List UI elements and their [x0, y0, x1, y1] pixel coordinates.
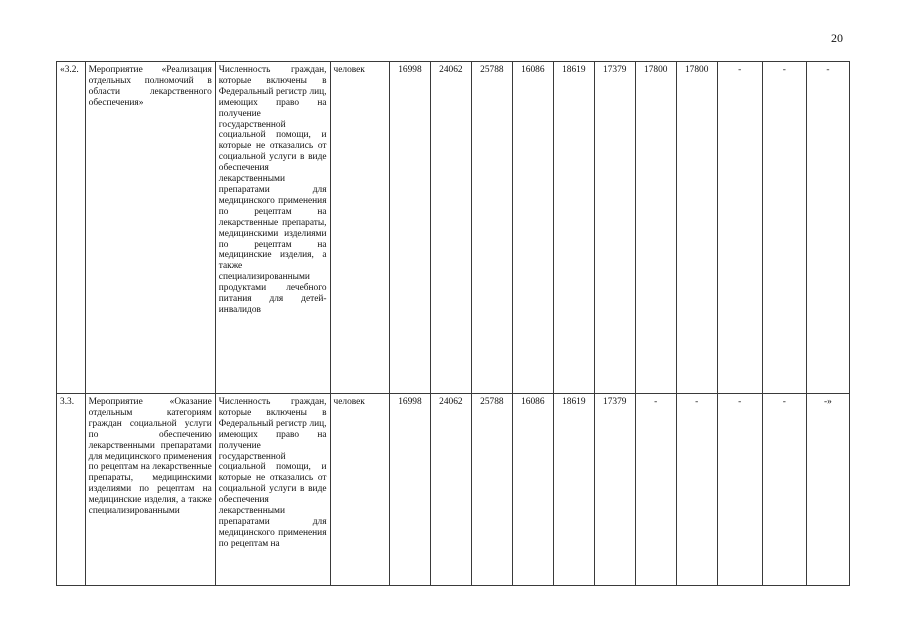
indicator-name: Численность граждан, которые включены в Федеральный регистр лиц, имеющих право на получение государственной социальной помощи, и которые не отказались от социальной услуги в виде обеспечения лекарственными препаратами для медицинского применения по рецептам на лекарственные препараты, медицинскими изделиями по рецептам на медицинские изделия, а также специализированными продуктами лечебного питания для детей-инвалидов	[215, 62, 330, 394]
value-cell: 16998	[389, 394, 430, 586]
value-cell: -	[762, 62, 806, 394]
value-cell: 17800	[676, 62, 717, 394]
value-cell: -	[762, 394, 806, 586]
value-cell: 16086	[512, 62, 553, 394]
value-cell: 24062	[430, 394, 471, 586]
event-name: Мероприятие «Реализация отдельных полномочий в области лекарственного обеспечения»	[85, 62, 215, 394]
table-row	[57, 394, 850, 586]
value-cell: 17379	[594, 62, 635, 394]
unit: человек	[330, 394, 389, 586]
event-name: Мероприятие «Оказание отдельным категориям граждан социальной услуги по обеспечению лекарственными препаратами для медицинского применения по рецептам на лекарственные препараты, медицинскими изделиями по рецептам на медицинские изделия, а также специализированными	[85, 394, 215, 586]
value-cell: 18619	[553, 62, 594, 394]
value-cell: 25788	[471, 394, 512, 586]
page-number: 20	[831, 31, 843, 45]
value-cell: 16998	[389, 62, 430, 394]
row-number: 3.3.	[57, 394, 86, 586]
value-cell: -»	[806, 394, 849, 586]
row-number: «3.2.	[57, 62, 86, 394]
value-cell: 17800	[635, 62, 676, 394]
table-row	[57, 62, 850, 394]
value-cell: 25788	[471, 62, 512, 394]
value-cell: 17379	[594, 394, 635, 586]
value-cell: -	[806, 62, 849, 394]
value-cell: -	[635, 394, 676, 586]
program-indicators-table	[56, 61, 850, 586]
value-cell: 18619	[553, 394, 594, 586]
value-cell: 24062	[430, 62, 471, 394]
value-cell: -	[717, 394, 762, 586]
value-cell: -	[676, 394, 717, 586]
value-cell: 16086	[512, 394, 553, 586]
value-cell: -	[717, 62, 762, 394]
unit: человек	[330, 62, 389, 394]
indicator-name: Численность граждан, которые включены в Федеральный регистр лиц, имеющих право на получение государственной социальной помощи, и которые не отказались от социальной услуги в виде обеспечения лекарственными препаратами для медицинского применения по рецептам на	[215, 394, 330, 586]
